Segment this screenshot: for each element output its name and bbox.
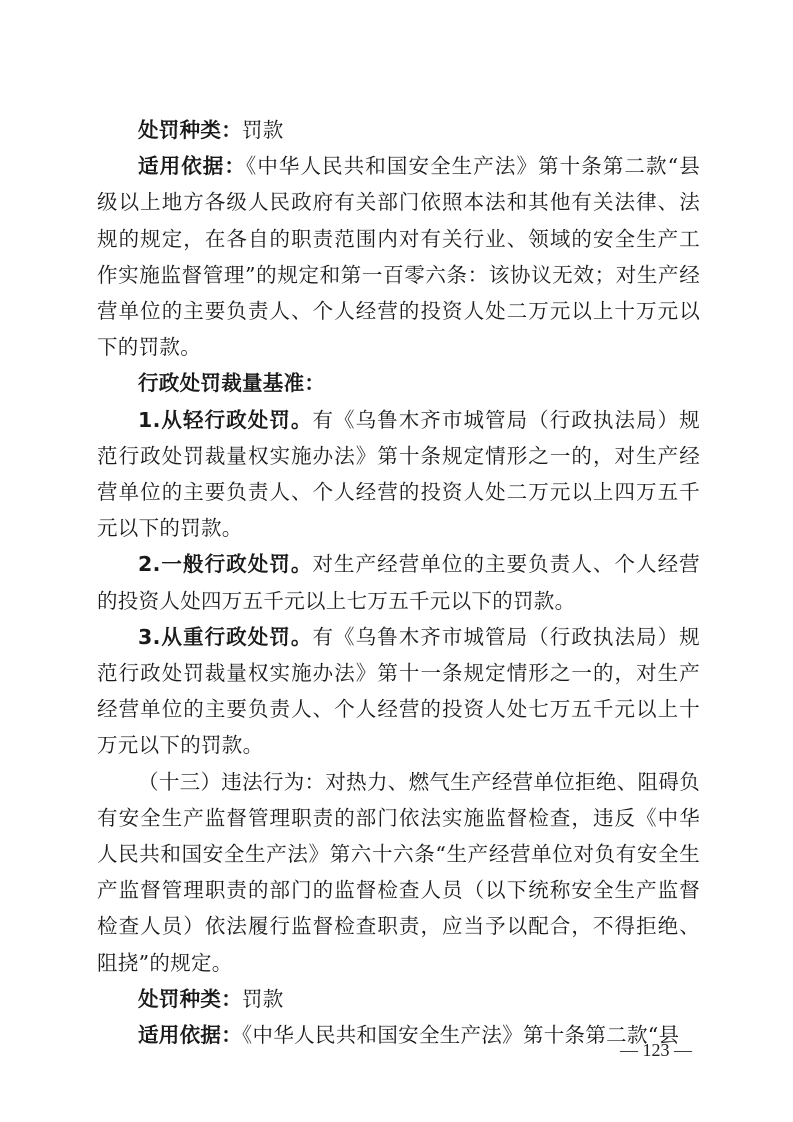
- paragraph-text: （十三）违法行为：对热力、燃气生产经营单位拒绝、阻碍负有安全生产监督管理职责的部门依法实施监督检查，违反《中华人民共和国安全生产法》第六十六条“生产经营单位对负有安全生产监督管理职责的部门的监督检查人员（以下统称安全生产监督检查人员）依法履行监督检查职责，应当予以配合，不得拒绝、阻挠”的规定。: [97, 769, 700, 975]
- paragraph-discretion-heading: [97, 365, 700, 401]
- document-body: [97, 112, 700, 1053]
- paragraph-text: 对生产经营单位的主要负责人、个人经营的投资人处四万五千元以上七万五千元以下的罚款。: [97, 552, 700, 613]
- paragraph-text: 有《乌鲁木齐市城管局（行政执法局）规范行政处罚裁量权实施办法》第十一条规定情形之一的，对生产经营单位的主要负责人、个人经营的投资人处七万五千元以上十万元以下的罚款。: [97, 624, 700, 758]
- paragraph-legal-basis-2: [97, 1017, 700, 1053]
- paragraph-label: 处罚种类：: [138, 118, 242, 142]
- paragraph-text: 《中华人民共和国安全生产法》第十条第二款“县级以上地方各级人民政府有关部门依照本法和其他有关法律、法规的规定，在各自的职责范围内对有关行业、领域的安全生产工作实施监督管理”的规定和第一百零六条：该协议无效；对生产经营单位的主要负责人、个人经营的投资人处二万元以上十万元以下的罚款。: [97, 154, 700, 360]
- paragraph-label: 适用依据：: [138, 154, 246, 179]
- paragraph-label: 行政处罚裁量基准：: [138, 371, 326, 396]
- paragraph-penalty-type: [97, 112, 700, 148]
- paragraph-label: 处罚种类：: [138, 986, 242, 1011]
- paragraph-lighter-penalty: [97, 402, 700, 547]
- paragraph-general-penalty: [97, 546, 700, 618]
- paragraph-text: 罚款: [242, 118, 284, 142]
- paragraph-heavier-penalty: [97, 619, 700, 764]
- paragraph-label: 适用依据：: [138, 1023, 242, 1048]
- paragraph-legal-basis: [97, 148, 700, 365]
- paragraph-label: 1.从轻行政处罚。: [138, 407, 313, 432]
- page-number: — 123 —: [620, 1040, 692, 1060]
- paragraph-text: 《中华人民共和国安全生产法》第十条第二款“县: [242, 1023, 680, 1048]
- paragraph-violation-13: [97, 764, 700, 981]
- paragraph-label: 2.一般行政处罚。: [138, 552, 313, 577]
- paragraph-text: 有《乌鲁木齐市城管局（行政执法局）规范行政处罚裁量权实施办法》第十条规定情形之一的，对生产经营单位的主要负责人、个人经营的投资人处二万元以上四万五千元以下的罚款。: [97, 407, 700, 541]
- paragraph-label: 3.从重行政处罚。: [138, 624, 313, 649]
- paragraph-penalty-type-2: [97, 981, 700, 1017]
- paragraph-text: 罚款: [242, 986, 284, 1011]
